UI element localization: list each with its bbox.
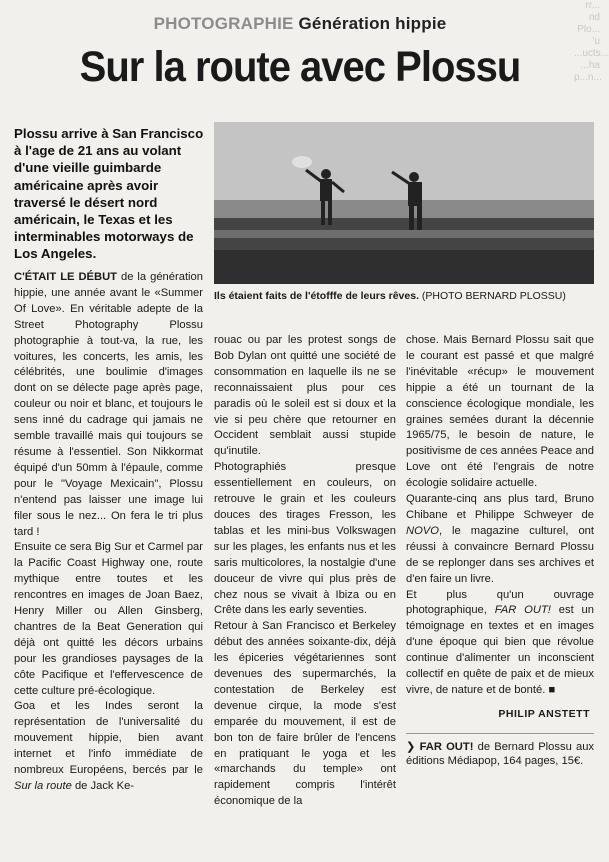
author-signature: PHILIP ANSTETT — [498, 707, 590, 720]
paragraph: Photographiés presque essentiellement en couleurs, on retrouve le grain et les couleurs douces des tirages Fresson, les tablas et les mini-bus Volkswagen sur les plages, les enfants nus et les saris multicolores, la nostalgie d'une douceur de vivre qui plus près de chez nous se vivait à Ibiza ou en Crête dans les early seventies. — [214, 461, 396, 617]
paragraph — [14, 270, 203, 540]
topic-label: Génération hippie — [298, 14, 447, 33]
paragraph — [406, 588, 594, 699]
paragraph-text: Et plus qu'un ouvrage photographique, — [406, 588, 594, 617]
paragraph-text: , le magazine culturel, ont réussi à convaincre Bernard Plossu de se replonger dans ses archives et d'en faire un livre. — [406, 524, 594, 585]
adjacent-page-bleed: rr... nd Plo... 'u ...ucts... ...ha p...n... — [574, 0, 609, 83]
paragraph: Ensuite ce sera Big Sur et Carmel par la Pacific Coast Highway one, route mythique entre toutes et les rencontres en images de Joan Baez, Henry Miller ou Allen Ginsberg, chantres de la Beat Generation qui déjà ont quitté les décors urbains pour les grandioses paysages de la côte Pacifique et l'effervescence de cette culture pré-écologique. — [14, 541, 203, 697]
chevron-right-icon: ❯ — [406, 740, 416, 753]
rubric-label: PHOTOGRAPHIE — [153, 14, 294, 33]
paragraph: chose. Mais Bernard Plossu sait que le courant est passé et que malgré l'inévitable «récup» le mouvement hippie a été un tournant de la conscience écologique mondiale, les graines semées durant la décennie 1965/75, le besoin de nature, le positivisme de ces années Peace and Love ont été l'engrais de notre écologie solidaire actuelle. — [406, 334, 594, 490]
paragraph-text: Goa et les Indes seront la représentation de l'universalité du mouvement hippie, bien avant internet et l'info immédiate de nombreux Européens, bercés par le — [14, 700, 203, 777]
caption-text: Ils étaient faits de l'étofffe de leurs rêves. — [214, 290, 419, 302]
end-mark-icon: ■ — [548, 683, 556, 696]
paragraph — [406, 492, 594, 587]
photo-credit: (PHOTO BERNARD PLOSSU) — [421, 290, 566, 302]
paragraph — [14, 699, 203, 794]
paragraph: rouac ou par les protest songs de Bob Dylan ont quitté une société de consommation en laquelle ils ne se reconnaissaient plus pour ces paradis où le soleil est si doux et la vie si peu chère que retourner en Occident semblait aussi stupide qu'inutile. — [214, 334, 396, 458]
magazine-name-italic: NOVO — [406, 524, 439, 537]
paragraph-text: de Jack Ke- — [71, 780, 135, 792]
book-title-italic: FAR OUT! — [494, 604, 551, 617]
column-2 — [214, 333, 396, 810]
article-photo — [214, 122, 594, 284]
column-1 — [14, 270, 203, 795]
divider — [406, 733, 594, 734]
paragraph: Retour à San Francisco et Berkeley début des années soixante-dix, déjà les épiceries végétariennes sont devenues des supermarchés, la contestation de Berkeley est devenue cirque, la mode s'est emparée du mouvement, il est de bon ton de faire brûler de l'encens en pratiquant le yoga et les «marchands du temple» ont rapidement compris l'intérêt économique de la — [214, 620, 396, 808]
photo-hippies-desert-image — [214, 122, 594, 284]
book-title: FAR OUT! — [419, 740, 474, 753]
book-details: de Bernard Plossu aux éditions Médiapop, 164 pages, 15€. — [406, 740, 595, 767]
book-info — [406, 740, 594, 768]
book-title-italic: Sur la route — [14, 780, 72, 792]
section-kicker — [0, 14, 600, 34]
article-lede: Plossu arrive à San Francisco à l'age de 21 ans au volant d'une vieille guimbarde américaine après avoir traversé le désert nord américain, le Texas et les interminables motorways de Los Angeles. — [14, 126, 204, 262]
article-headline: Sur la route avec Plossu — [79, 43, 521, 91]
paragraph-text: de la génération hippie, une année avant le «Summer Of Love». En véritable adepte de la Street Photography Plossu photographie à tout-va, la rue, les voitures, les concerts, les amis, les célébrités, une boulimie d'images dont on se délecte page après page, couleur ou noir et blanc, et toujours le sens inné du cadrage qui jamais ne semble travaillé mais qui toujours se résume à l'essentiel. Son Nikkormat équipé d'un 50mm à l'épaule, comme pour le "Voyage Mexicain", Plossu n'entend pas laisser une image lui filer sous le nez... On fera le tri plus tard ! — [14, 271, 203, 538]
paragraph-text: Quarante-cinq ans plus tard, Bruno Chibane et Philippe Schweyer de — [406, 493, 594, 521]
paragraph-text: est un témoignage en textes et en images d'une époque qui bien que révolue continue d'alimenter un inconscient collectif en quête de paix et de mieux vivre, de nature et de bonté. — [406, 604, 594, 696]
lead-caps: C'ÉTAIT LE DÉBUT — [14, 271, 118, 283]
column-3 — [406, 333, 594, 768]
photo-caption — [214, 290, 594, 304]
